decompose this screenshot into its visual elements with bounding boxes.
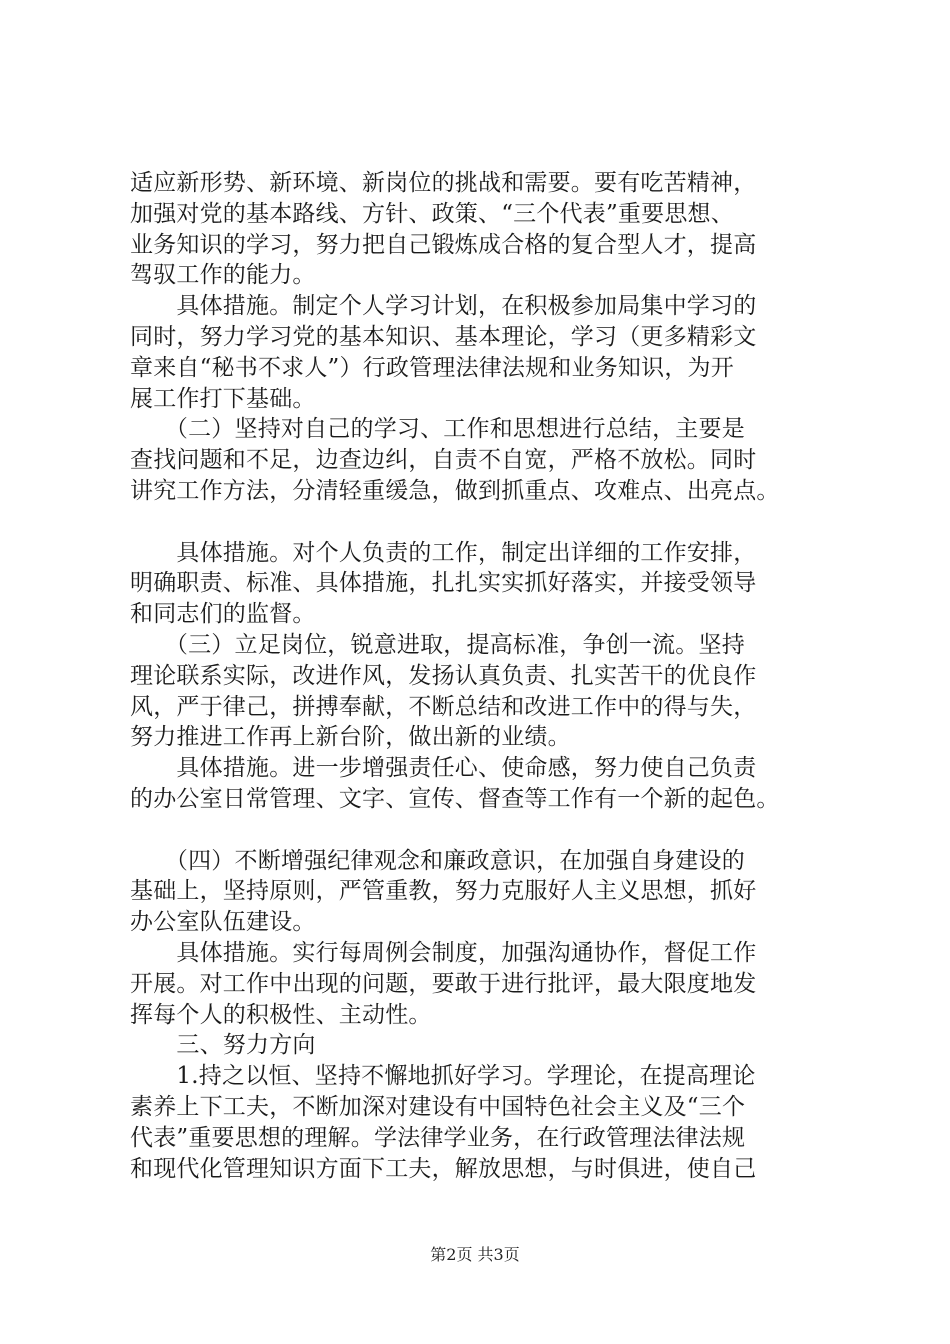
text-line: 三、努力方向 [130, 1032, 316, 1059]
text-line: 基础上，坚持原则，严管重教，努力克服好人主义思想，抓好 [130, 878, 757, 905]
text-line: 业务知识的学习，努力把自己锻炼成合格的复合型人才，提高 [130, 231, 757, 258]
text-line: 的办公室日常管理、文字、宣传、督查等工作有一个新的起色。 [130, 785, 780, 812]
text-line: 具体措施。制定个人学习计划，在积极参加局集中学习的 [130, 293, 757, 320]
text-line: 风，严于律己，拼搏奉献，不断总结和改进工作中的得与失， [130, 693, 757, 720]
text-line: （四）不断增强纪律观念和廉政意识，在加强自身建设的 [130, 847, 745, 874]
text-line: 和同志们的监督。 [130, 601, 316, 628]
text-line: 挥每个人的积极性、主动性。 [130, 1001, 432, 1028]
text-line: 努力推进工作再上新台阶，做出新的业绩。 [130, 724, 571, 751]
text-line: 办公室队伍建设。 [130, 909, 316, 936]
text-line: （三）立足岗位，锐意进取，提高标准，争创一流。坚持 [130, 631, 745, 658]
text-line: （二）坚持对自己的学习、工作和思想进行总结，主要是 [130, 416, 745, 443]
text-line: 和现代化管理知识方面下工夫，解放思想，与时俱进，使自己 [130, 1155, 757, 1182]
text-line: 查找问题和不足，边查边纠，自责不自宽，严格不放松。同时 [130, 447, 757, 474]
text-line: 具体措施。实行每周例会制度，加强沟通协作，督促工作 [130, 939, 757, 966]
text-line: 开展。对工作中出现的问题，要敢于进行批评，最大限度地发 [130, 970, 757, 997]
text-line: 展工作打下基础。 [130, 385, 316, 412]
text-line: 代表”重要思想的理解。学法律学业务，在行政管理法律法规 [130, 1124, 746, 1151]
text-line: 理论联系实际，改进作风，发扬认真负责、扎实苦干的优良作 [130, 662, 757, 689]
text-line: 驾驭工作的能力。 [130, 262, 316, 289]
text-line: 1.持之以恒、坚持不懈地抓好学习。学理论，在提高理论 [130, 1063, 756, 1090]
document-body [130, 168, 845, 1184]
page-number-footer: 第2页 共3页 [430, 1245, 520, 1264]
text-line: 素养上下工夫，不断加深对建设有中国特色社会主义及“三个 [130, 1093, 746, 1120]
text-line: 加强对党的基本路线、方针、政策、“三个代表”重要思想、 [130, 200, 734, 227]
text-line: 具体措施。进一步增强责任心、使命感，努力使自己负责 [130, 755, 757, 782]
blank-line [130, 507, 845, 538]
text-line: 同时，努力学习党的基本知识、基本理论，学习（更多精彩文 [130, 323, 757, 350]
text-line: 适应新形势、新环境、新岗位的挑战和需要。要有吃苦精神， [130, 170, 757, 196]
text-line: 章来自“秘书不求人”）行政管理法律法规和业务知识，为开 [130, 354, 734, 381]
text-line: 讲究工作方法，分清轻重缓急，做到抓重点、攻难点、出亮点。 [130, 477, 780, 504]
text-line: 明确职责、标准、具体措施，扎扎实实抓好落实，并接受领导 [130, 570, 757, 597]
text-line: 具体措施。对个人负责的工作，制定出详细的工作安排， [130, 539, 757, 566]
blank-line [130, 815, 845, 846]
